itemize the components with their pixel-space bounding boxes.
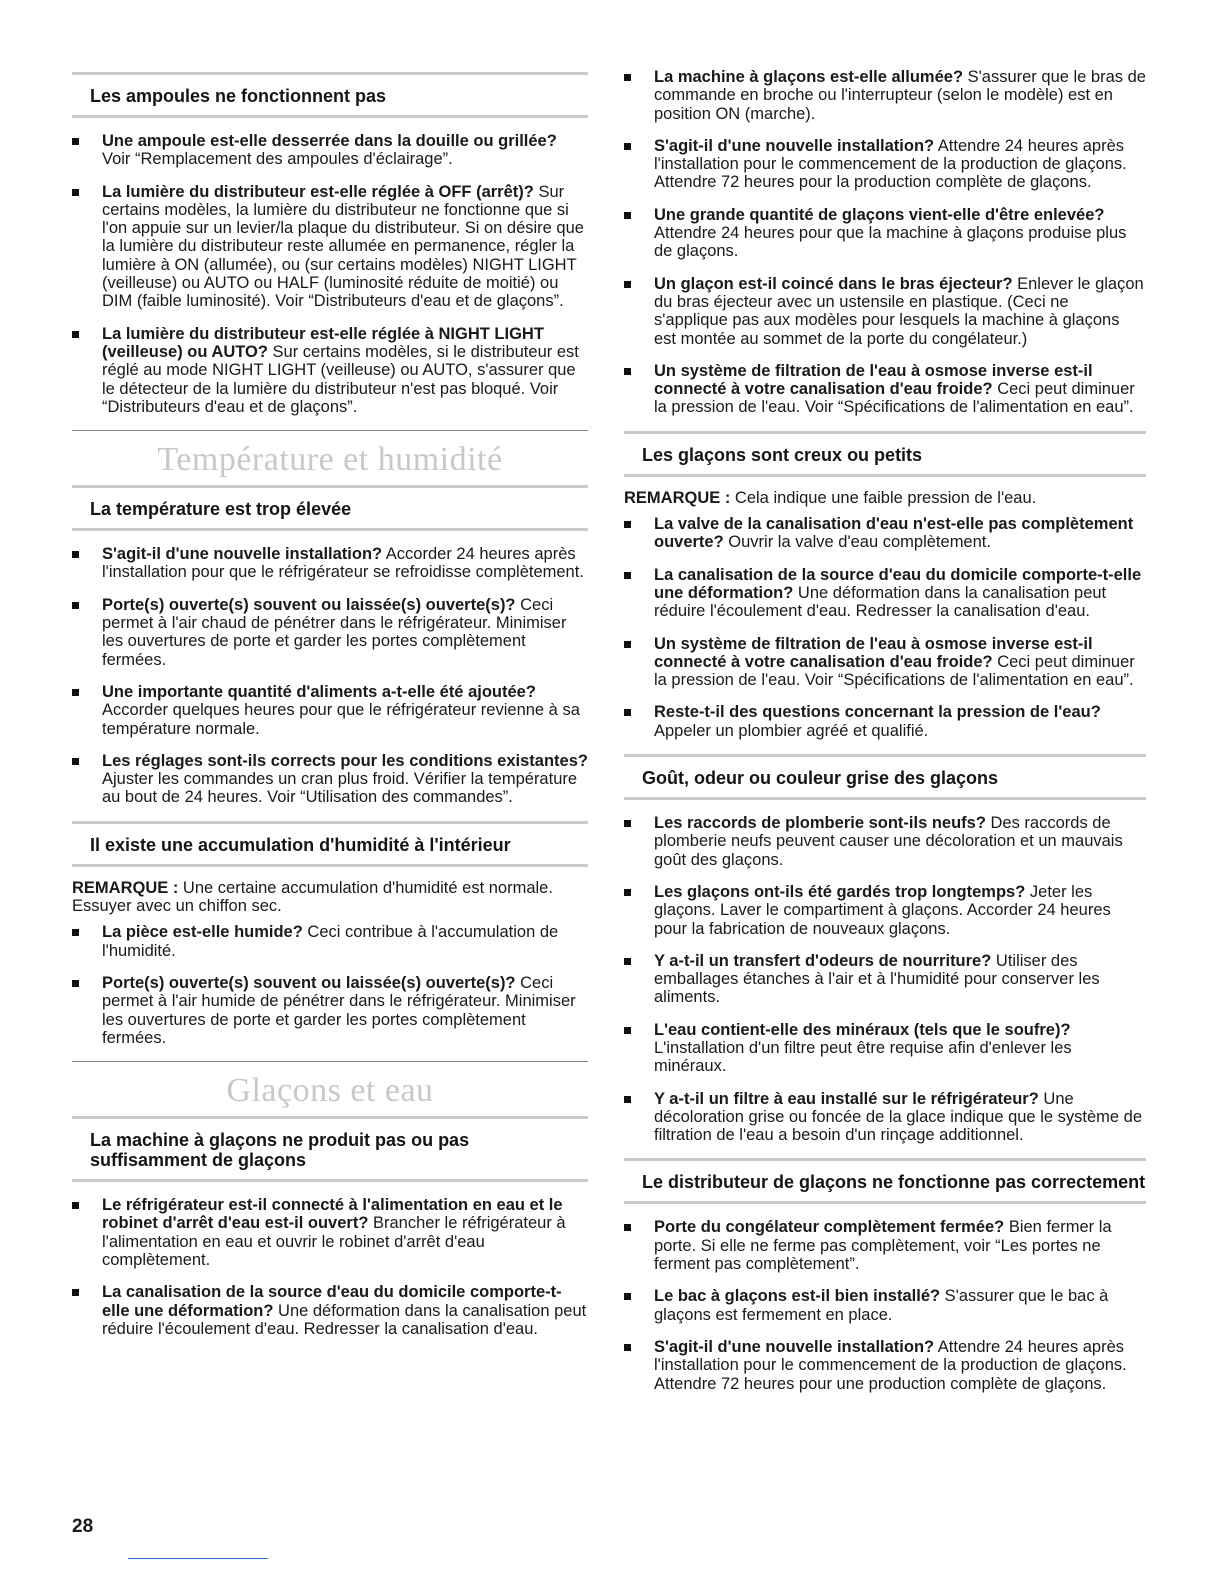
dispenser-list [624,1218,1146,1392]
list-item: La machine à glaçons est-elle allumée? S'assurer que le bras de commande en broche ou l'interrupteur (selon le modèle) est en position ON (marche). [624,68,1146,123]
list-item: S'agit-il d'une nouvelle installation? Accorder 24 heures après l'installation pour que le réfrigérateur se refroidisse complètement. [72,545,588,582]
heading-taste-odor: Goût, odeur ou couleur grise des glaçons [624,754,1146,800]
list-item: Un glaçon est-il coincé dans le bras éjecteur? Enlever le glaçon du bras éjecteur avec un ustensile en plastique. (Ceci ne s'applique pas aux modèles pour lesquels la machine à glaçons est montée au sommet de la porte du congélateur.) [624,275,1146,348]
heading-icemaker: La machine à glaçons ne produit pas ou pas suffisamment de glaçons [72,1116,588,1182]
list-item: S'agit-il d'une nouvelle installation? Attendre 24 heures après l'installation pour le commencement de la production de glaçons. Attendre 72 heures pour la production complète de glaçons. [624,137,1146,192]
list-item: Un système de filtration de l'eau à osmose inverse est-il connecté à votre canalisation d'eau froide? Ceci peut diminuer la pression de l'eau. Voir “Spécifications de l'alimentation en eau”. [624,635,1146,690]
list-item: La lumière du distributeur est-elle réglée à NIGHT LIGHT (veilleuse) ou AUTO? Sur certains modèles, si le distributeur est réglé au mode NIGHT LIGHT (veilleuse) ou AUTO, s'assurer que le détecteur de la lumière du distributeur n'est pas bloqué. Voir “Distributeurs d'eau et de glaçons”. [72,325,588,416]
left-column [72,72,588,1352]
bulbs-list [72,132,588,416]
list-item: Porte(s) ouverte(s) souvent ou laissée(s) ouverte(s)? Ceci permet à l'air chaud de pénétrer dans le réfrigérateur. Minimiser les ouvertures de porte et garder les portes complètement fermées. [72,596,588,669]
heading-hollow-cubes: Les glaçons sont creux ou petits [624,431,1146,477]
heading-dispenser: Le distributeur de glaçons ne fonctionne pas correctement [624,1158,1146,1204]
heading-bulbs: Les ampoules ne fonctionnent pas [72,72,588,118]
list-item: Le bac à glaçons est-il bien installé? S'assurer que le bac à glaçons est fermement en place. [624,1287,1146,1324]
list-item: Un système de filtration de l'eau à osmose inverse est-il connecté à votre canalisation d'eau froide? Ceci peut diminuer la pression de l'eau. Voir “Spécifications de l'alimentation en eau”. [624,362,1146,417]
list-item: S'agit-il d'une nouvelle installation? Attendre 24 heures après l'installation pour le commencement de la production de glaçons. Attendre 72 heures pour une production complète de glaçons. [624,1338,1146,1393]
icemaker-list [72,1196,588,1338]
temp-list [72,545,588,807]
list-item: Les réglages sont-ils corrects pour les conditions existantes? Ajuster les commandes un cran plus froid. Vérifier la température au bout de 24 heures. Voir “Utilisation des commandes”. [72,752,588,807]
list-item: Une grande quantité de glaçons vient-elle d'être enlevée? Attendre 24 heures pour que la machine à glaçons produise plus de glaçons. [624,206,1146,261]
humidity-note: REMARQUE : Une certaine accumulation d'humidité est normale. Essuyer avec un chiffon sec. [72,878,553,916]
list-item: Le réfrigérateur est-il connecté à l'alimentation en eau et le robinet d'arrêt d'eau est-il ouvert? Brancher le réfrigérateur à l'alimentation en eau et ouvrir le robinet d'arrêt d'eau complètement. [72,1196,588,1269]
section-title-ice: Glaçons et eau [72,1061,588,1116]
section-title-temperature: Température et humidité [72,430,588,485]
page-number: 28 [72,1516,94,1537]
list-item: Les glaçons ont-ils été gardés trop longtemps? Jeter les glaçons. Laver le compartiment à glaçons. Accorder 24 heures pour la fabrication de nouveaux glaçons. [624,883,1146,938]
list-item: La valve de la canalisation d'eau n'est-elle pas complètement ouverte? Ouvrir la valve d'eau complètement. [624,515,1146,552]
list-item: Y a-t-il un transfert d'odeurs de nourriture? Utiliser des emballages étanches à l'air et à l'humidité pour conserver les aliments. [624,952,1146,1007]
icemaker-list-continued [624,68,1146,417]
list-item: Y a-t-il un filtre à eau installé sur le réfrigérateur? Une décoloration grise ou foncée de la glace indique que le système de filtration de l'eau a besoin d'un rinçage additionnel. [624,1090,1146,1145]
list-item: Les raccords de plomberie sont-ils neufs? Des raccords de plomberie neufs peuvent causer une décoloration et un mauvais goût des glaçons. [624,814,1146,869]
taste-list [624,814,1146,1144]
list-item: La pièce est-elle humide? Ceci contribue à l'accumulation de l'humidité. [72,923,588,960]
hollow-note: REMARQUE : Cela indique une faible pression de l'eau. [624,488,1037,507]
list-item: La canalisation de la source d'eau du domicile comporte-t-elle une déformation? Une déformation dans la canalisation peut réduire l'écoulement d'eau. Redresser la canalisation d'eau. [624,566,1146,621]
right-column [624,68,1146,1407]
list-item: Porte du congélateur complètement fermée? Bien fermer la porte. Si elle ne ferme pas complètement, voir “Les portes ne ferment pas complètement”. [624,1218,1146,1273]
hollow-list [624,515,1146,740]
list-item: Reste-t-il des questions concernant la pression de l'eau? Appeler un plombier agréé et qualifié. [624,703,1146,740]
list-item: Une ampoule est-elle desserrée dans la douille ou grillée? Voir “Remplacement des ampoules d'éclairage”. [72,132,588,169]
list-item: Porte(s) ouverte(s) souvent ou laissée(s) ouverte(s)? Ceci permet à l'air humide de pénétrer dans le réfrigérateur. Minimiser les ouvertures de porte et garder les portes complètement fermées. [72,974,588,1047]
list-item: La lumière du distributeur est-elle réglée à OFF (arrêt)? Sur certains modèles, la lumière du distributeur ne fonctionne que si l'on appuie sur un levier/la plaque du distributeur. Si on désire que la lumière du distributeur reste allumée en permanence, régler la lumière à ON (allumée), ou (sur certains modèles) NIGHT LIGHT (veilleuse) ou AUTO ou HALF (luminosité réduite de moitié) ou DIM (faible luminosité). Voir “Distributeurs d'eau et de glaçons”. [72,183,588,311]
heading-humidity: Il existe une accumulation d'humidité à l'intérieur [72,821,588,867]
list-item: L'eau contient-elle des minéraux (tels que le soufre)? L'installation d'un filtre peut être requise afin d'enlever les minéraux. [624,1021,1146,1076]
list-item: La canalisation de la source d'eau du domicile comporte-t-elle une déformation? Une déformation dans la canalisation peut réduire l'écoulement d'eau. Redresser la canalisation d'eau. [72,1283,588,1338]
heading-temp-high: La température est trop élevée [72,485,588,531]
list-item: Une importante quantité d'aliments a-t-elle été ajoutée? Accorder quelques heures pour que le réfrigérateur revienne à sa température normale. [72,683,588,738]
footer-rule [128,1558,268,1559]
humidity-list [72,923,588,1047]
